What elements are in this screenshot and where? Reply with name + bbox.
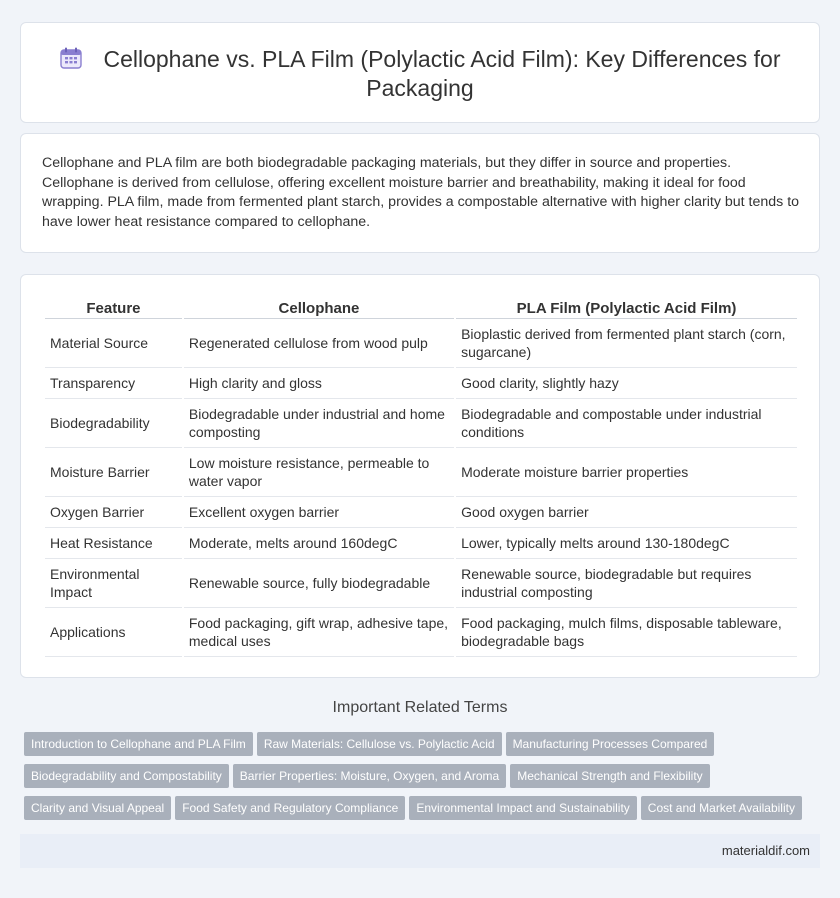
cellophane-cell: Renewable source, fully biodegradable xyxy=(184,559,454,608)
header-feature: Feature xyxy=(45,294,182,319)
related-tag[interactable]: Biodegradability and Compostability xyxy=(24,764,229,788)
related-tag[interactable]: Environmental Impact and Sustainability xyxy=(409,796,636,820)
related-tag[interactable]: Introduction to Cellophane and PLA Film xyxy=(24,732,253,756)
title-card xyxy=(20,22,820,123)
feature-cell: Environmental Impact xyxy=(45,559,182,608)
header-pla-film: PLA Film (Polylactic Acid Film) xyxy=(456,294,797,319)
footer xyxy=(20,834,820,868)
related-tag[interactable]: Barrier Properties: Moisture, Oxygen, and Aroma xyxy=(233,764,506,788)
table-row xyxy=(45,497,797,528)
cellophane-cell: High clarity and gloss xyxy=(184,368,454,399)
header-cellophane: Cellophane xyxy=(184,294,454,319)
feature-cell: Oxygen Barrier xyxy=(45,497,182,528)
pla-cell: Moderate moisture barrier properties xyxy=(456,448,797,497)
calendar-icon xyxy=(59,46,83,70)
intro-paragraph: Cellophane and PLA film are both biodegradable packaging materials, but they differ in source and properties. Cellophane is derived from cellulose, offering excellent moisture barrier and breathability, making it ideal for food wrapping. PLA film, made from fermented plant starch, provides a compostable alternative with higher clarity but tends to have lower heat resistance compared to cellophane. xyxy=(42,155,800,230)
related-tags-row-2 xyxy=(24,764,824,788)
intro-card xyxy=(20,133,820,253)
pla-cell: Good clarity, slightly hazy xyxy=(456,368,797,399)
related-tags-row-1 xyxy=(24,732,824,756)
related-tag[interactable]: Raw Materials: Cellulose vs. Polylactic Acid xyxy=(257,732,502,756)
footer-site-link[interactable]: materialdif.com xyxy=(721,843,810,858)
related-tag[interactable]: Food Safety and Regulatory Compliance xyxy=(175,796,405,820)
pla-cell: Biodegradable and compostable under industrial conditions xyxy=(456,399,797,448)
related-tags-row-3 xyxy=(24,796,824,820)
cellophane-cell: Low moisture resistance, permeable to water vapor xyxy=(184,448,454,497)
table-row xyxy=(45,368,797,399)
pla-cell: Bioplastic derived from fermented plant starch (corn, sugarcane) xyxy=(456,319,797,368)
related-terms-heading: Important Related Terms xyxy=(332,699,508,716)
feature-cell: Biodegradability xyxy=(45,399,182,448)
cellophane-cell: Biodegradable under industrial and home composting xyxy=(184,399,454,448)
feature-cell: Material Source xyxy=(45,319,182,368)
pla-cell: Good oxygen barrier xyxy=(456,497,797,528)
cellophane-cell: Moderate, melts around 160degC xyxy=(184,528,454,559)
comparison-table xyxy=(43,294,799,657)
page-title: Cellophane vs. PLA Film (Polylactic Acid Film): Key Differences for Packaging xyxy=(103,46,781,101)
feature-cell: Applications xyxy=(45,608,182,657)
related-tag[interactable]: Clarity and Visual Appeal xyxy=(24,796,171,820)
table-row xyxy=(45,448,797,497)
pla-cell: Renewable source, biodegradable but requires industrial composting xyxy=(456,559,797,608)
table-row xyxy=(45,608,797,657)
table-row xyxy=(45,528,797,559)
table-row xyxy=(45,399,797,448)
feature-cell: Heat Resistance xyxy=(45,528,182,559)
cellophane-cell: Food packaging, gift wrap, adhesive tape, medical uses xyxy=(184,608,454,657)
pla-cell: Lower, typically melts around 130-180degC xyxy=(456,528,797,559)
cellophane-cell: Regenerated cellulose from wood pulp xyxy=(184,319,454,368)
cellophane-cell: Excellent oxygen barrier xyxy=(184,497,454,528)
related-tag[interactable]: Cost and Market Availability xyxy=(641,796,802,820)
table-row xyxy=(45,559,797,608)
table-row xyxy=(45,319,797,368)
pla-cell: Food packaging, mulch films, disposable tableware, biodegradable bags xyxy=(456,608,797,657)
related-tag[interactable]: Mechanical Strength and Flexibility xyxy=(510,764,709,788)
feature-cell: Moisture Barrier xyxy=(45,448,182,497)
feature-cell: Transparency xyxy=(45,368,182,399)
comparison-table-card xyxy=(20,274,820,678)
related-tag[interactable]: Manufacturing Processes Compared xyxy=(506,732,715,756)
